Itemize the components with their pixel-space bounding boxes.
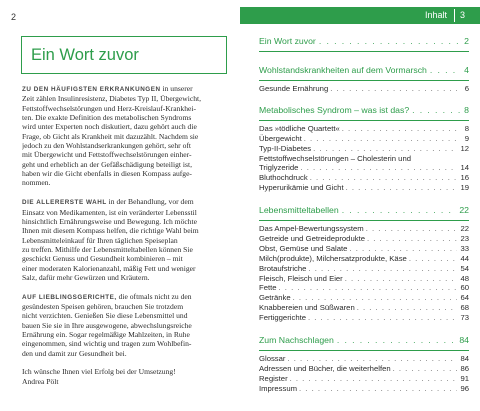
entry-title: Getreide und Getreideprodukte bbox=[259, 234, 365, 244]
entry-page: 64 bbox=[460, 293, 469, 303]
toc-section-heading[interactable] bbox=[259, 205, 469, 217]
toc-entry[interactable] bbox=[259, 244, 469, 254]
entry-title: Fleisch, Fleisch und Eier bbox=[259, 273, 343, 283]
line-text: mit Übergewicht und Fettstoffwechselstörungen einher- bbox=[22, 150, 192, 160]
section-title: Metabolisches Syndrom – was ist das? bbox=[259, 104, 410, 115]
entry-title: Das »tödliche Quartett« bbox=[259, 123, 340, 133]
section-rule bbox=[259, 51, 469, 52]
toc-entry[interactable] bbox=[259, 364, 469, 374]
text-line bbox=[22, 254, 234, 263]
entry-title: Obst, Gemüse und Salate bbox=[259, 243, 348, 253]
entry-page: 33 bbox=[460, 243, 469, 253]
toc-entry[interactable] bbox=[259, 124, 469, 134]
entry-page: 44 bbox=[460, 253, 469, 263]
line-text: zu treffen. Mithilfe der Lebensmitteltabellen können Sie bbox=[22, 244, 193, 254]
contents-header-bar bbox=[240, 7, 480, 24]
entry-title: Adressen und Bücher, die weiterhelfen bbox=[259, 363, 391, 373]
entry-title: Register bbox=[259, 373, 288, 383]
section-rule bbox=[259, 220, 469, 221]
line-text: hinsichtlich Ernährungsweise und Bewegung. Ich möchte bbox=[22, 216, 198, 226]
line-text: in unserer bbox=[160, 84, 193, 93]
dot-leader bbox=[342, 124, 457, 133]
entry-title: Fettstoffwechselstörungen – Cholesterin und bbox=[259, 153, 411, 163]
line-text: einer moderaten Kalorienanzahl, mäßig Fett und weniger bbox=[22, 263, 196, 273]
text-line bbox=[22, 208, 234, 217]
toc-section bbox=[259, 105, 469, 193]
entry-title: Getränke bbox=[259, 293, 291, 303]
text-line bbox=[22, 197, 234, 207]
entry-page: 23 bbox=[460, 234, 469, 244]
toc-entry[interactable] bbox=[259, 303, 469, 313]
dot-leader bbox=[393, 364, 457, 373]
entry-title: Triglyzeride bbox=[259, 163, 299, 173]
toc-section bbox=[259, 36, 469, 52]
text-line bbox=[22, 132, 234, 141]
foreword-paragraph bbox=[22, 367, 234, 386]
toc-entry[interactable] bbox=[259, 293, 469, 303]
toc-entry[interactable] bbox=[259, 384, 469, 394]
toc-entries bbox=[259, 354, 469, 394]
text-line bbox=[22, 178, 234, 187]
header-divider bbox=[454, 9, 455, 22]
entry-title: Gesunde Ernährung bbox=[259, 84, 329, 93]
dot-leader bbox=[337, 335, 456, 345]
dot-leader bbox=[299, 384, 457, 393]
section-page: 8 bbox=[464, 104, 469, 115]
toc-section-heading[interactable] bbox=[259, 36, 469, 48]
entry-page: 48 bbox=[460, 273, 469, 283]
text-line bbox=[22, 302, 234, 311]
text-line bbox=[22, 273, 234, 282]
toc-section bbox=[259, 335, 469, 394]
entry-page: 16 bbox=[460, 173, 469, 183]
line-text: eingenommen, sind wichtig und tragen zum Wohlbefin- bbox=[22, 339, 192, 349]
section-title: Wohlstandskrankheiten auf dem Vormarsch bbox=[259, 65, 427, 75]
dot-leader bbox=[308, 313, 457, 322]
entry-title: Impressum bbox=[259, 383, 298, 393]
text-line bbox=[22, 245, 234, 254]
dot-leader bbox=[319, 36, 461, 46]
entry-title: Bluthochdruck bbox=[259, 173, 308, 183]
toc-entry[interactable] bbox=[259, 354, 469, 364]
entry-page: 54 bbox=[460, 263, 469, 273]
contents-label: Inhalt bbox=[424, 10, 447, 20]
dot-leader bbox=[304, 134, 457, 143]
entry-title: Brotaufstriche bbox=[259, 263, 307, 273]
dot-leader bbox=[313, 144, 457, 153]
entry-title: Fertiggerichte bbox=[259, 313, 306, 323]
toc-section bbox=[259, 205, 469, 323]
dot-leader bbox=[430, 65, 461, 75]
dot-leader bbox=[346, 183, 457, 192]
text-line bbox=[22, 94, 234, 103]
text-line bbox=[22, 113, 234, 122]
toc-section-heading[interactable] bbox=[259, 335, 469, 347]
line-text: in der Behandlung, vor dem bbox=[106, 197, 194, 207]
dot-leader bbox=[342, 205, 457, 215]
entry-title: Milch(produkte), Milchersatzprodukte, Käse bbox=[259, 253, 407, 263]
toc-entry[interactable] bbox=[259, 173, 469, 183]
section-title: Zum Nachschlagen bbox=[259, 335, 334, 346]
foreword-text bbox=[22, 84, 234, 396]
toc-entry[interactable] bbox=[259, 84, 469, 94]
line-text: ten. Die exakte Definition des metabolischen Syndroms bbox=[22, 113, 192, 123]
line-text: Andrea Pölt bbox=[22, 376, 59, 386]
dot-leader bbox=[308, 264, 457, 273]
text-line bbox=[22, 84, 234, 94]
line-text: bauen Sie sie in Ihre ausgewogene, abwechslungsreiche bbox=[22, 320, 192, 330]
line-text: nicht verzichten. Genießen Sie diese Lebensmittel und bbox=[22, 311, 188, 321]
entry-title: Fette bbox=[259, 283, 277, 293]
entry-title: Glossar bbox=[259, 354, 286, 364]
entry-title: Das Ampel-Bewertungssystem bbox=[259, 224, 364, 234]
entry-page: 86 bbox=[460, 363, 469, 373]
text-line bbox=[22, 217, 234, 226]
entry-page: 6 bbox=[464, 84, 469, 93]
toc-entries bbox=[259, 124, 469, 193]
dot-leader bbox=[349, 244, 457, 253]
entry-page: 96 bbox=[460, 383, 469, 393]
section-page: 4 bbox=[464, 65, 469, 75]
table-of-contents bbox=[259, 36, 469, 394]
entry-page: 91 bbox=[460, 373, 469, 383]
section-title: Ein Wort zuvor bbox=[259, 36, 316, 46]
entry-page: 84 bbox=[460, 354, 469, 364]
text-line bbox=[22, 150, 234, 159]
right-page bbox=[240, 0, 480, 411]
section-page: 2 bbox=[464, 36, 469, 46]
line-text: Einsatz von Medikamenten, ist ein veränderter Lebensstil bbox=[22, 207, 197, 217]
paragraph-lead: DIE ALLERERSTE WAHL bbox=[22, 199, 107, 207]
entry-page: 68 bbox=[460, 303, 469, 313]
text-line bbox=[22, 141, 234, 150]
foreword-paragraph bbox=[22, 197, 234, 282]
text-line bbox=[22, 292, 234, 302]
page-title: Ein Wort zuvor bbox=[31, 46, 139, 64]
text-line bbox=[22, 377, 234, 386]
entry-page: 12 bbox=[460, 143, 469, 153]
line-text: nommen. bbox=[22, 178, 51, 188]
dot-leader bbox=[300, 163, 457, 172]
text-line bbox=[22, 264, 234, 273]
text-line bbox=[22, 160, 234, 169]
entry-title: Hyperurikämie und Gicht bbox=[259, 183, 344, 193]
toc-entry[interactable] bbox=[259, 234, 469, 244]
line-text: Salz, dafür mehr Gewürzen und Kräutern. bbox=[22, 272, 150, 282]
line-text: Frage, ob Gicht als Krankheit mit dazuzählt. Nachdem sie bbox=[22, 131, 199, 141]
paragraph-lead: AUF LIEBLINGSGERICHTE, bbox=[22, 293, 117, 301]
dot-leader bbox=[310, 173, 457, 182]
toc-entry[interactable] bbox=[259, 154, 469, 164]
dot-leader bbox=[412, 105, 461, 115]
entry-page: 8 bbox=[464, 123, 469, 133]
dot-leader bbox=[293, 293, 457, 302]
text-line bbox=[22, 236, 234, 245]
section-page: 22 bbox=[459, 205, 469, 216]
foreword-paragraph bbox=[22, 84, 234, 188]
text-line bbox=[22, 311, 234, 320]
toc-entries bbox=[259, 84, 469, 94]
section-title: Lebensmitteltabellen bbox=[259, 205, 339, 216]
foreword-title-box bbox=[21, 36, 227, 74]
text-line bbox=[22, 339, 234, 348]
text-line bbox=[22, 349, 234, 358]
toc-entry[interactable] bbox=[259, 264, 469, 274]
toc-entry[interactable] bbox=[259, 134, 469, 144]
dot-leader bbox=[288, 354, 458, 363]
toc-entry[interactable] bbox=[259, 313, 469, 323]
line-text: Ihnen mit diesem Kompass helfen, die richtige Wahl beim bbox=[22, 226, 199, 236]
toc-entry[interactable] bbox=[259, 254, 469, 264]
text-line bbox=[22, 169, 234, 178]
section-rule bbox=[259, 350, 469, 351]
line-text: Fettstoffwechselstörungen und Herz-Kreislauf-Krankhei- bbox=[22, 103, 197, 113]
dot-leader bbox=[367, 234, 457, 243]
entry-page: 73 bbox=[460, 313, 469, 323]
line-text: geht und erheblich an der Gefäßschädigung beteiligt ist, bbox=[22, 159, 192, 169]
paragraph-lead: ZU DEN HÄUFIGSTEN ERKRANKUNGEN bbox=[22, 86, 161, 93]
text-line bbox=[22, 321, 234, 330]
toc-entry[interactable] bbox=[259, 283, 469, 293]
entry-page: 14 bbox=[460, 163, 469, 173]
entry-page: 60 bbox=[460, 283, 469, 293]
dot-leader bbox=[330, 84, 457, 93]
line-text: jedoch zu den Wohlstandserkrankungen gehört, sehr oft bbox=[22, 141, 192, 151]
text-line bbox=[22, 122, 234, 131]
line-text: Zeit zählen Insulinresistenz, Diabetes Typ II, Übergewicht, bbox=[22, 94, 202, 104]
toc-section bbox=[259, 65, 469, 94]
line-text: Ernährung ein. Sogar regelmäßige Mahlzeiten, in Ruhe bbox=[22, 330, 190, 340]
line-text: haben wir die Gicht ebenfalls in diesen Kompass aufge- bbox=[22, 169, 192, 179]
dot-leader bbox=[345, 274, 457, 283]
page-number: 2 bbox=[11, 12, 17, 22]
section-rule bbox=[259, 80, 469, 81]
entry-title: Übergewicht bbox=[259, 133, 302, 143]
toc-section-heading[interactable] bbox=[259, 65, 469, 77]
section-page: 84 bbox=[459, 335, 469, 346]
page-number: 3 bbox=[459, 10, 465, 20]
entry-page: 9 bbox=[464, 133, 469, 143]
line-text: die oftmals nicht zu den bbox=[116, 291, 192, 301]
toc-section-heading[interactable] bbox=[259, 105, 469, 117]
dot-leader bbox=[279, 283, 457, 292]
line-text: wird unter Experten noch diskutiert, dazu gehört auch die bbox=[22, 122, 197, 132]
entry-page: 22 bbox=[460, 224, 469, 234]
toc-entry[interactable] bbox=[259, 183, 469, 193]
entry-title: Typ-II-Diabetes bbox=[259, 143, 312, 153]
toc-entry[interactable] bbox=[259, 274, 469, 284]
text-line bbox=[22, 330, 234, 339]
entry-title: Knabbereien und Süßwaren bbox=[259, 303, 355, 313]
line-text: den und damit zur Gesundheit bei. bbox=[22, 348, 127, 358]
dot-leader bbox=[290, 374, 457, 383]
line-text: Lebensmitteleinkauf für Ihren täglichen Speiseplan bbox=[22, 235, 178, 245]
toc-entry[interactable] bbox=[259, 374, 469, 384]
toc-entry[interactable] bbox=[259, 144, 469, 154]
line-text: gesündesten Speisen gehören, brauchen Sie trotzdem bbox=[22, 302, 184, 311]
text-line bbox=[22, 104, 234, 113]
toc-entry[interactable] bbox=[259, 224, 469, 234]
foreword-paragraph bbox=[22, 292, 234, 358]
entry-page: 19 bbox=[460, 183, 469, 193]
dot-leader bbox=[357, 303, 457, 312]
line-text: Ich wünsche Ihnen viel Erfolg bei der Umsetzung! bbox=[22, 367, 176, 377]
section-rule bbox=[259, 120, 469, 121]
dot-leader bbox=[366, 224, 457, 233]
text-line bbox=[22, 367, 234, 376]
line-text: geschickt Genuss und Gesundheit kombinieren – mit bbox=[22, 254, 183, 264]
text-line bbox=[22, 226, 234, 235]
toc-entry[interactable] bbox=[259, 163, 469, 173]
dot-leader bbox=[409, 254, 457, 263]
toc-entries bbox=[259, 224, 469, 323]
